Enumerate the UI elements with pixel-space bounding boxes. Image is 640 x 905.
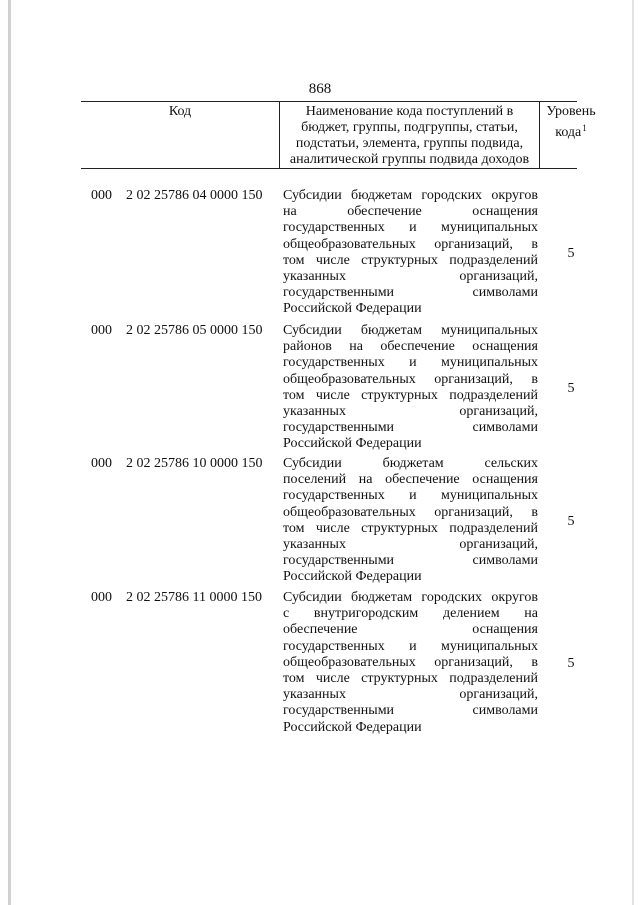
- name-line: государственных и муниципальных: [283, 220, 538, 236]
- code-level: 5: [567, 514, 575, 529]
- header-cell-name: [280, 102, 540, 168]
- page-number: 868: [308, 81, 332, 97]
- agency-code: 000: [91, 590, 112, 605]
- name-line: государственными символами: [283, 285, 538, 301]
- name-line: государственными символами: [283, 553, 538, 569]
- name-line: том числе структурных подразделений: [283, 671, 538, 687]
- name-line: государственными символами: [283, 420, 538, 436]
- name-line: Субсидии бюджетам городских округов: [283, 188, 538, 203]
- code-level: 5: [567, 381, 575, 396]
- name-line: том числе структурных подразделений: [283, 252, 538, 268]
- name-line: на обеспечение оснащения: [283, 204, 538, 220]
- name-line: поселений на обеспечение оснащения: [283, 472, 538, 488]
- header-cell-level: [540, 102, 596, 168]
- table-row: [81, 456, 577, 586]
- page-scan-edge: [632, 0, 634, 905]
- name-line: государственных и муниципальных: [283, 355, 538, 371]
- name-line: Субсидии бюджетам городских округов: [283, 590, 538, 605]
- revenue-code: 2 02 25786 04 0000 150: [126, 188, 263, 203]
- header-level-word: кода: [555, 125, 582, 140]
- name-line: Субсидии бюджетам сельских: [283, 456, 538, 471]
- header-name-label: [280, 104, 539, 168]
- agency-code: 000: [91, 456, 112, 471]
- name-line: государственных и муниципальных: [283, 638, 538, 654]
- revenue-name: [283, 188, 538, 318]
- revenue-name: [283, 456, 538, 586]
- name-line: обеспечение оснащения: [283, 622, 538, 638]
- name-line: Российской Федерации: [283, 569, 422, 585]
- footnote-marker: 1: [582, 123, 587, 133]
- name-line: Российской Федерации: [283, 436, 422, 452]
- header-name-line: аналитической группы подвида доходов: [289, 152, 530, 167]
- name-line: том числе структурных подразделений: [283, 387, 538, 403]
- header-level-label: [544, 104, 598, 141]
- code-level: 5: [567, 246, 575, 261]
- name-line: указанных организаций,: [283, 404, 538, 420]
- name-line: общеобразовательных организаций, в: [283, 504, 538, 520]
- table-row: [81, 323, 577, 453]
- name-line: районов на обеспечение оснащения: [283, 339, 538, 355]
- table-header: [81, 101, 596, 169]
- header-name-line: бюджет, группы, подгруппы, статьи,: [301, 120, 518, 135]
- revenue-code: 2 02 25786 10 0000 150: [126, 456, 263, 471]
- name-line: указанных организаций,: [283, 537, 538, 553]
- revenue-name: [283, 590, 538, 736]
- name-line: Российской Федерации: [283, 719, 422, 735]
- table-row: [81, 188, 577, 318]
- name-line: общеобразовательных организаций, в: [283, 654, 538, 670]
- name-line: государственных и муниципальных: [283, 488, 538, 504]
- agency-code: 000: [91, 188, 112, 203]
- revenue-name: [283, 323, 538, 453]
- header-cell-code: [81, 102, 280, 168]
- table-row: [81, 590, 577, 738]
- name-line: Субсидии бюджетам муниципальных: [283, 323, 538, 338]
- code-level: 5: [567, 656, 575, 671]
- name-line: с внутригородским делением на: [283, 606, 538, 622]
- name-line: общеобразовательных организаций, в: [283, 371, 538, 387]
- name-line: общеобразовательных организаций, в: [283, 236, 538, 252]
- name-line: Российской Федерации: [283, 301, 422, 317]
- header-name-line: подстатьи, элемента, группы подвида,: [295, 136, 524, 151]
- header-level-line: Уровень: [546, 104, 596, 119]
- name-line: указанных организаций,: [283, 687, 538, 703]
- name-line: государственными символами: [283, 703, 538, 719]
- name-line: указанных организаций,: [283, 269, 538, 285]
- revenue-code: 2 02 25786 11 0000 150: [126, 590, 262, 605]
- agency-code: 000: [91, 323, 112, 338]
- name-line: том числе структурных подразделений: [283, 520, 538, 536]
- header-level-line: [544, 120, 598, 141]
- header-code-label: Код: [168, 104, 192, 119]
- page-scan-edge: [8, 0, 11, 905]
- header-name-line: Наименование кода поступлений в: [305, 104, 514, 119]
- revenue-code: 2 02 25786 05 0000 150: [126, 323, 263, 338]
